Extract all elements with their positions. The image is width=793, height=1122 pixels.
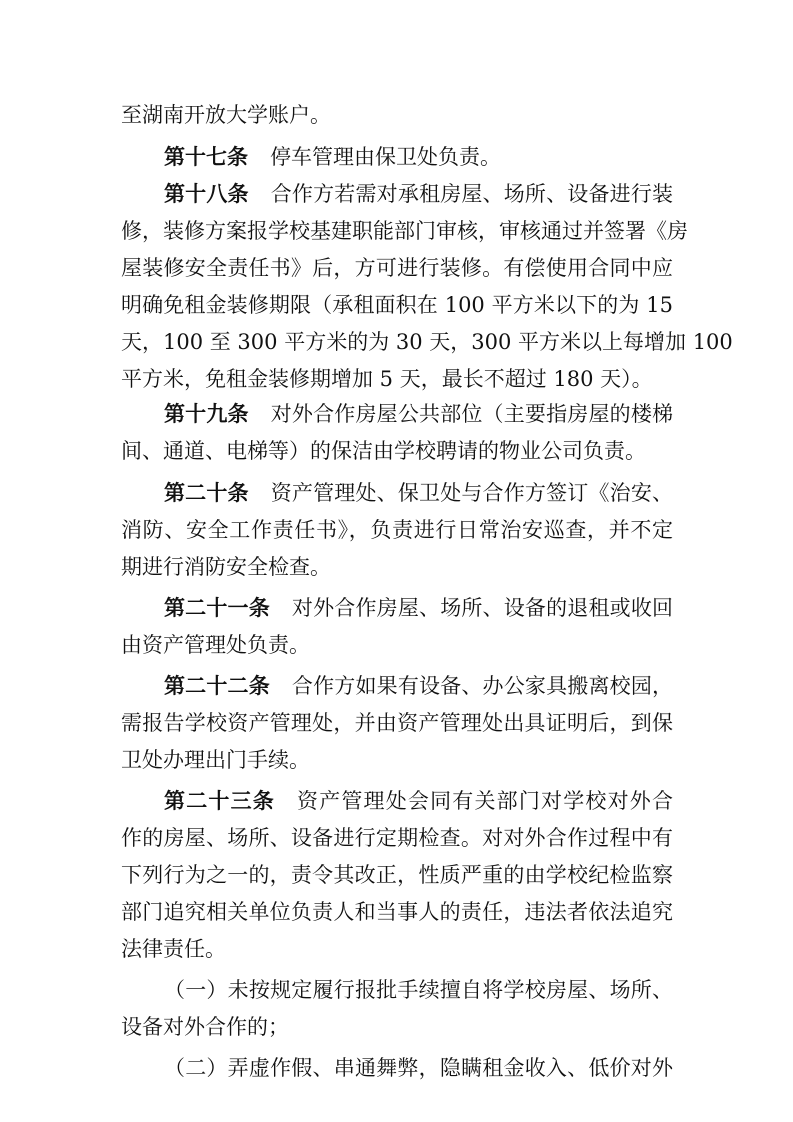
line-text: （一）未按规定履行报批手续擅自将学校房屋、场所、 — [164, 978, 673, 1002]
article-20 — [0, 476, 793, 510]
text-line — [0, 362, 793, 396]
text-line — [0, 743, 793, 777]
list-item-1 — [0, 973, 793, 1007]
line-text: 由资产管理处负责。 — [121, 633, 310, 657]
line-text: 对外合作房屋公共部位（主要指房屋的楼梯 — [270, 402, 674, 426]
article-22 — [0, 669, 793, 703]
line-text: 平方米，免租金装修期增加 5 天，最长不超过 180 天）。 — [121, 367, 653, 391]
article-23 — [0, 784, 793, 818]
line-text: 明确免租金装修期限（承租面积在 100 平方米以下的为 15 — [121, 293, 673, 317]
text-line — [0, 288, 793, 322]
line-text: 屋装修安全责任书》后，方可进行装修。有偿使用合同中应 — [121, 256, 673, 280]
text-line — [0, 325, 793, 359]
line-text: 需报告学校资产管理处，并由资产管理处出具证明后，到保 — [121, 711, 673, 735]
article-heading: 第二十一条 — [164, 596, 270, 620]
article-18 — [0, 177, 793, 211]
text-line — [0, 706, 793, 740]
text-line — [0, 550, 793, 584]
text-line — [0, 821, 793, 855]
line-text: 下列行为之一的，责令其改正，性质严重的由学校纪检监察 — [121, 863, 673, 887]
line-text: 法律责任。 — [121, 937, 226, 961]
line-text: 合作方如果有设备、办公家具搬离校园， — [291, 674, 674, 698]
article-21 — [0, 591, 793, 625]
line-text: 至湖南开放大学账户。 — [121, 103, 331, 127]
text-line — [0, 434, 793, 468]
text-line — [0, 932, 793, 966]
line-text: 间、通道、电梯等）的保洁由学校聘请的物业公司负责。 — [121, 439, 646, 463]
text-line — [0, 214, 793, 248]
text-line — [0, 858, 793, 892]
line-text: 期进行消防安全检查。 — [121, 555, 331, 579]
article-heading: 第十九条 — [164, 402, 249, 426]
list-item-2 — [0, 1051, 793, 1085]
line-text: 卫处办理出门手续。 — [121, 748, 310, 772]
line-text: 资产管理处会同有关部门对学校对外合 — [296, 789, 673, 813]
article-17 — [0, 140, 793, 174]
line-text: 合作方若需对承租房屋、场所、设备进行装 — [270, 182, 674, 206]
line-text: 消防、安全工作责任书》，负责进行日常治安巡查，并不定 — [121, 518, 673, 542]
article-heading: 第二十条 — [164, 481, 249, 505]
line-text: （二）弄虚作假、串通舞弊，隐瞒租金收入、低价对外 — [164, 1056, 673, 1080]
text-line — [0, 98, 793, 132]
line-text: 部门追究相关单位负责人和当事人的责任，违法者依法追究 — [121, 900, 673, 924]
text-line — [0, 895, 793, 929]
text-line — [0, 628, 793, 662]
article-19 — [0, 397, 793, 431]
line-text: 修，装修方案报学校基建职能部门审核，审核通过并签署《房 — [121, 219, 688, 243]
article-heading: 第十八条 — [164, 182, 249, 206]
line-text: 资产管理处、保卫处与合作方签订《治安、 — [270, 481, 674, 505]
text-line — [0, 1010, 793, 1044]
line-text: 天，100 至 300 平方米的为 30 天，300 平方米以上每增加 100 — [121, 330, 733, 354]
article-heading: 第十七条 — [164, 145, 248, 169]
line-text: 设备对外合作的； — [121, 1015, 289, 1039]
line-text: 作的房屋、场所、设备进行定期检查。对对外合作过程中有 — [121, 826, 673, 850]
article-heading: 第二十三条 — [164, 789, 275, 813]
text-line — [0, 513, 793, 547]
text-line — [0, 251, 793, 285]
line-text: 停车管理由保卫处负责。 — [270, 145, 501, 169]
line-text: 对外合作房屋、场所、设备的退租或收回 — [291, 596, 674, 620]
article-heading: 第二十二条 — [164, 674, 270, 698]
